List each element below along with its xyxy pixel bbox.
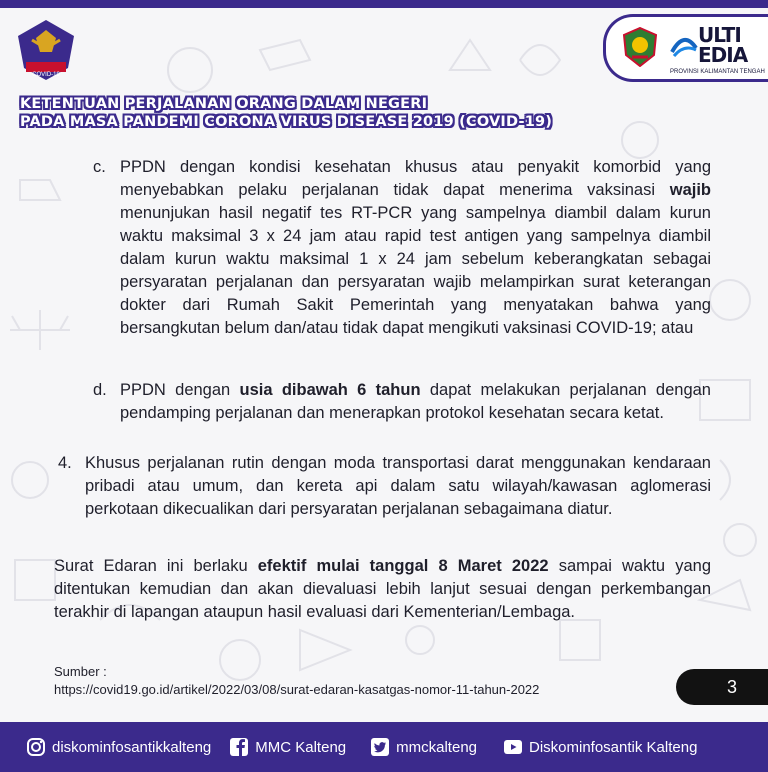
source-label: Sumber :: [54, 664, 107, 679]
item-label: c.: [93, 158, 106, 176]
closing-paragraph: [54, 555, 711, 624]
item-text: Khusus perjalanan rutin dengan moda transportasi darat menggunakan kendaraan pribadi atau umum, dan kereta api dalam satu wilayah/kawasan aglomerasi perkotaan dikecualikan dari persyaratan perjalanan sebagaimana diatur.: [85, 454, 711, 518]
mmc-logo-mark-bottom: EDIA: [698, 43, 748, 67]
mmc-logo: [670, 25, 765, 75]
mmc-globe-icon: [670, 32, 698, 58]
twitter-link[interactable]: [370, 737, 477, 757]
instagram-icon: [26, 737, 46, 757]
facebook-link[interactable]: [229, 737, 346, 757]
mmc-logo-mark-top: ULTI: [698, 23, 741, 47]
item-text-part: PPDN dengan: [120, 381, 240, 399]
instagram-link[interactable]: [26, 737, 211, 757]
list-item-4: [58, 452, 711, 521]
facebook-handle: MMC Kalteng: [255, 738, 347, 756]
closing-text-part: Surat Edaran ini berlaku: [54, 557, 258, 575]
kalteng-emblem-icon: [622, 27, 658, 67]
title-line-2: PADA MASA PANDEMI CORONA VIRUS DISEASE 2019 (COVID-19): [20, 114, 553, 130]
item-text-bold: wajib: [669, 181, 711, 199]
youtube-handle: Diskominfosantik Kalteng: [529, 738, 698, 756]
footer-social-bar: [0, 722, 768, 772]
item-text-part: menunjukan hasil negatif tes RT-PCR yang sampelnya diambil dalam kurun waktu maksimal 3 x 24 jam atau rapid test antigen yang sampelnya diambil dalam kurun waktu maksimal 1 x 24 jam sebelum keberangkatan sebagai persyaratan perjalanan dan persyaratan wajib melampirkan surat keterangan dokter dari Rumah Sakit Pemerintah yang menyatakan bahwa yang bersangkutan belum dan/atau tidak dapat mengikuti vaksinasi COVID-19; atau: [120, 204, 711, 337]
mmc-logo-box: [603, 14, 768, 82]
item-text-part: dapat melakukan perjalanan dengan pendamping perjalanan dan menerapkan protokol kesehatan secara ketat.: [120, 381, 711, 422]
item-label: d.: [93, 381, 107, 399]
item-text-bold: usia dibawah 6 tahun: [239, 381, 421, 399]
page-title: [20, 95, 552, 131]
item-text: [120, 379, 711, 425]
twitter-handle: mmckalteng: [396, 738, 477, 756]
page-number-badge: [676, 669, 768, 705]
youtube-icon: [503, 737, 523, 757]
item-label: 4.: [58, 454, 72, 472]
covid19-task-force-logo: [16, 18, 76, 82]
title-line-1: KETENTUAN PERJALANAN ORANG DALAM NEGERI: [20, 96, 428, 112]
list-item-d: [93, 379, 711, 425]
closing-text-part: sampai waktu yang ditentukan kemudian dan akan dievaluasi lebih lanjut sesuai dengan perkembangan terakhir di lapangan ataupun hasil evaluasi dari Kementerian/Lembaga.: [54, 557, 711, 621]
covid-logo-text: COVID-19: [32, 72, 60, 78]
list-item-c: [93, 156, 711, 340]
youtube-link[interactable]: [503, 737, 697, 757]
source-link[interactable]: https://covid19.go.id/artikel/2022/03/08/surat-edaran-kasatgas-nomor-11-tahun-2022: [54, 682, 540, 697]
facebook-icon: [229, 737, 249, 757]
item-text-part: PPDN dengan kondisi kesehatan khusus atau penyakit komorbid yang menyebabkan pelaku perjalanan tidak dapat menerima vaksinasi: [120, 158, 711, 199]
page-number: 3: [726, 677, 737, 697]
mmc-logo-subtitle: PROVINSI KALIMANTAN TENGAH: [670, 69, 765, 75]
twitter-icon: [370, 737, 390, 757]
item-text: [120, 156, 711, 340]
closing-text-bold: efektif mulai tanggal 8 Maret 2022: [257, 557, 549, 575]
instagram-handle: diskominfosantikkalteng: [52, 738, 212, 756]
